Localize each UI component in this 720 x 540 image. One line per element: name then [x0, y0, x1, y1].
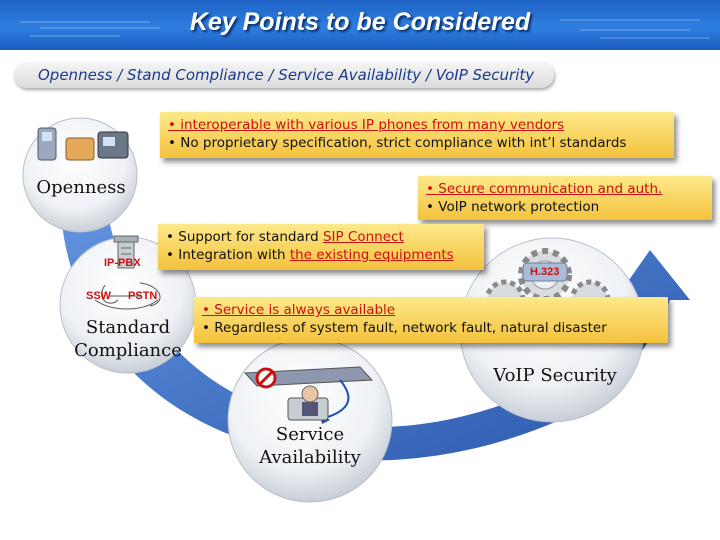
- h323-tag: H.323: [530, 266, 560, 278]
- availability-point-2: • Regardless of system fault, network fault, natural disaster: [202, 320, 607, 336]
- standard-label-line2: Compliance: [74, 340, 182, 361]
- page-title: Key Points to be Considered: [189, 8, 531, 36]
- subtitle-text: Openness / Stand Compliance / Service Availability / VoIP Security: [38, 66, 535, 84]
- service-label-line1: Service: [275, 424, 345, 445]
- blocked-icon: [257, 369, 275, 387]
- openness-point-2: • No proprietary specification, strict compliance with int’l standards: [168, 135, 627, 151]
- service-label-line2: Availability: [259, 447, 361, 468]
- security-callout: [418, 176, 712, 220]
- availability-point-1: • Service is always available: [202, 302, 396, 318]
- ippbx-tag: IP-PBX: [104, 257, 141, 269]
- openness-point-1: • interoperable with various IP phones from many vendors: [168, 117, 565, 133]
- security-point-1: • Secure communication and auth.: [426, 181, 663, 197]
- standard-point-2-prefix: • Integration with: [166, 247, 290, 263]
- openness-label: Openness: [36, 177, 126, 198]
- standard-label-line1: Standard: [85, 317, 171, 338]
- standard-point-1-prefix: • Support for standard: [166, 229, 323, 245]
- security-point-2: • VoIP network protection: [426, 199, 600, 215]
- standard-point-1-link: SIP Connect: [322, 229, 404, 245]
- availability-callout: [194, 297, 668, 343]
- pstn-tag: PSTN: [128, 290, 158, 302]
- ssw-tag: SSW: [86, 290, 112, 302]
- standard-callout: [158, 224, 484, 270]
- standard-point-2-link: the existing equipments: [289, 247, 454, 263]
- voip-security-label: VoIP Security: [493, 365, 617, 386]
- openness-callout: [160, 112, 674, 158]
